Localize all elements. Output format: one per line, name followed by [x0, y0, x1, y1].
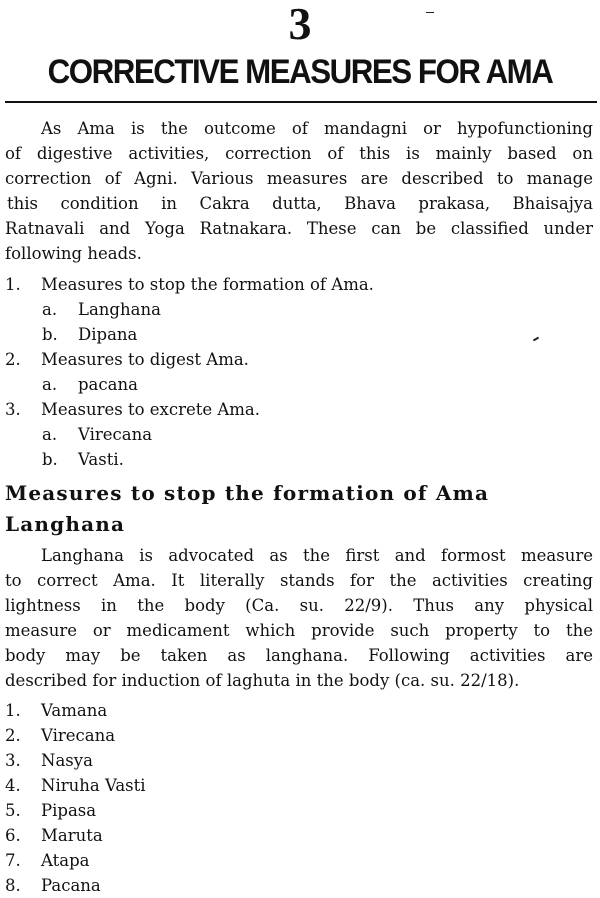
measures-outline — [5, 272, 595, 472]
activity-number: 1. — [5, 701, 21, 720]
activity-text: Virecana — [41, 726, 116, 745]
intro-line: this condition in Cakra dutta, Bhava prakasa, Bhaisajya — [7, 194, 593, 213]
langhana-line: body may be taken as langhana. Following activities are — [5, 646, 593, 665]
activity-number: 7. — [5, 851, 21, 870]
outline-sub-text: Dipana — [78, 325, 138, 344]
outline-text: Measures to stop the formation of Ama. — [41, 275, 374, 294]
intro-line: of digestive activities, correction of this is mainly based on — [5, 144, 593, 163]
activity-item — [5, 773, 595, 798]
outline-sub-text: pacana — [78, 375, 138, 394]
langhana-paragraph — [5, 543, 593, 693]
intro-paragraph — [5, 116, 593, 266]
outline-number: 1. — [5, 275, 21, 294]
activity-text: Vamana — [41, 701, 108, 720]
langhana-line: lightness in the body (Ca. su. 22/9). Thus any physical — [5, 596, 593, 615]
activity-text: Maruta — [41, 826, 103, 845]
activity-number: 6. — [5, 826, 21, 845]
langhana-line: described for induction of laghuta in the body (ca. su. 22/18). — [5, 671, 520, 690]
activity-item — [5, 848, 595, 873]
activity-item — [5, 698, 595, 723]
activity-item — [5, 823, 595, 848]
outline-sub-letter: a. — [42, 425, 58, 444]
langhana-line: measure or medicament which provide such property to the — [5, 621, 593, 640]
activity-number: 2. — [5, 726, 21, 745]
outline-sub-text: Langhana — [78, 300, 161, 319]
activity-text: Niruha Vasti — [41, 776, 146, 795]
outline-subitem — [5, 447, 595, 472]
activity-number: 4. — [5, 776, 21, 795]
activity-item — [5, 723, 595, 748]
outline-number: 3. — [5, 400, 21, 419]
activity-item — [5, 798, 595, 823]
outline-text: Measures to excrete Ama. — [41, 400, 261, 419]
subsection-heading: Langhana — [5, 512, 126, 536]
activity-item — [5, 873, 595, 898]
activity-item — [5, 748, 595, 773]
langhana-activities-list — [5, 698, 595, 898]
outline-sub-letter: b. — [42, 325, 58, 344]
outline-sub-letter: a. — [42, 300, 58, 319]
activity-text: Pacana — [41, 876, 101, 895]
outline-sub-text: Virecana — [78, 425, 153, 444]
activity-number: 5. — [5, 801, 21, 820]
outline-item — [5, 347, 595, 372]
outline-subitem — [5, 422, 595, 447]
activity-text: Pipasa — [41, 801, 97, 820]
intro-line: correction of Agni. Various measures are described to manage — [5, 169, 593, 188]
section-heading: Measures to stop the formation of Ama — [5, 481, 490, 505]
activity-number: 3. — [5, 751, 21, 770]
langhana-line: to correct Ama. It literally stands for the activities creating — [5, 571, 593, 590]
outline-sub-letter: a. — [42, 375, 58, 394]
outline-sub-text: Vasti. — [78, 450, 124, 469]
chapter-title: CORRECTIVE MEASURES FOR AMA — [47, 53, 553, 91]
intro-line: As Ama is the outcome of mandagni or hypofunctioning — [41, 119, 593, 138]
intro-line: following heads. — [5, 244, 142, 263]
outline-subitem — [5, 372, 595, 397]
activity-text: Atapa — [41, 851, 90, 870]
chapter-number: 3 — [288, 0, 312, 49]
outline-number: 2. — [5, 350, 21, 369]
activity-number: 8. — [5, 876, 21, 895]
outline-text: Measures to digest Ama. — [41, 350, 249, 369]
title-divider — [5, 101, 597, 103]
outline-item — [5, 397, 595, 422]
intro-line: Ratnavali and Yoga Ratnakara. These can be classified under — [5, 219, 593, 238]
outline-item — [5, 272, 595, 297]
activity-text: Nasya — [41, 751, 93, 770]
print-speck — [426, 12, 434, 13]
outline-subitem — [5, 322, 595, 347]
langhana-line: Langhana is advocated as the first and formost measure — [41, 546, 593, 565]
outline-subitem — [5, 297, 595, 322]
outline-sub-letter: b. — [42, 450, 58, 469]
